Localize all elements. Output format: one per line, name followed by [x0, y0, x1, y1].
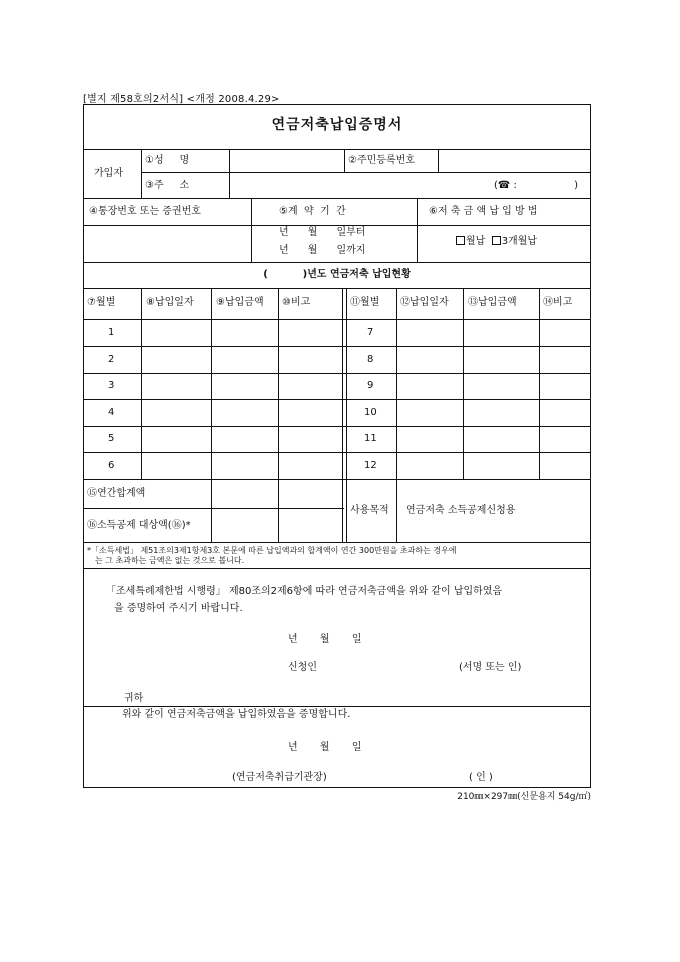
request-line-1: 「조세특례제한법 시행령」 제80조의2제6항에 따라 연금저축금액을 위와 같이 납입하였음	[106, 586, 503, 597]
period-from: 년 월 일부터	[279, 227, 366, 238]
month-3: 3	[108, 380, 115, 391]
monthly-label: 월납	[466, 236, 486, 247]
month-6: 6	[108, 460, 115, 471]
quarterly-label: 3개월납	[501, 236, 538, 247]
applicant-label: 신청인	[288, 662, 317, 673]
issuer-seal[interactable]: ( 인 )	[469, 772, 493, 783]
name-label: ①성 명	[145, 155, 190, 166]
paper-spec: 210㎜×297㎜(신문용지 54g/㎡)	[457, 792, 591, 802]
month-5: 5	[108, 433, 115, 444]
name-value[interactable]	[234, 155, 339, 167]
month-header-left: ⑦월별	[87, 297, 116, 308]
month-header-right: ⑪월별	[350, 297, 380, 308]
form-title: 연금저축납입증명서	[271, 117, 403, 133]
checkbox-quarterly[interactable]	[492, 236, 501, 245]
footnote-line-2: 는 그 초과하는 금액은 없는 것으로 봅니다.	[95, 556, 245, 565]
purpose-value: 연금저축 소득공제신청용	[406, 505, 516, 516]
issuer-label: (연금저축취급기관장)	[232, 772, 327, 783]
request-line-2: 을 증명하여 주시기 바랍니다.	[114, 603, 243, 614]
address-label: ③주 소	[145, 180, 190, 191]
deduction-target-label: ⑯소득공제 대상액(⑯)*	[87, 520, 191, 531]
form-id: [별지 제58호의2서식] <개정 2008.4.29>	[83, 94, 280, 105]
month-9: 9	[367, 380, 374, 391]
month-7: 7	[367, 327, 374, 338]
month-8: 8	[367, 354, 374, 365]
method-header: ⑥저 축 금 액 납 입 방 법	[429, 206, 538, 217]
certificate-form	[83, 104, 591, 788]
checkbox-monthly[interactable]	[456, 236, 465, 245]
date-header-right: ⑫납입일자	[400, 297, 449, 308]
request-date: 년 월 일	[288, 634, 362, 645]
account-header: ④통장번호 또는 증권번호	[89, 206, 201, 217]
subscriber-label: 가입자	[94, 168, 123, 179]
status-title: ( )년도 연금저축 납입현황	[263, 269, 411, 280]
rrn-label: ②주민등록번호	[348, 155, 415, 166]
period-header: ⑤계 약 기 간	[279, 206, 346, 217]
month-4: 4	[108, 407, 115, 418]
certification-text: 위와 같이 연금저축금액을 납입하였음을 증명합니다.	[122, 709, 351, 720]
amount-header-right: ⑬납입금액	[468, 297, 517, 308]
month-10: 10	[364, 407, 377, 418]
annual-total-label: ⑮연간합계액	[87, 488, 146, 499]
address-phone[interactable]: (☎ : )	[494, 180, 579, 191]
period-to: 년 월 일까지	[279, 245, 366, 256]
note-header-left: ⑩비고	[282, 297, 311, 308]
purpose-label: 사용목적	[350, 505, 389, 516]
payment-options	[456, 236, 537, 248]
addressee-label: 귀하	[124, 693, 144, 704]
note-header-right: ⑭비고	[543, 297, 573, 308]
footnote-line-1: *「소득세법」 제51조의3제1항제3호 본문에 따른 납입액과의 합계액이 연간 300만원을 초과하는 경우에	[87, 546, 457, 555]
certification-date: 년 월 일	[288, 742, 362, 753]
month-2: 2	[108, 354, 115, 365]
amount-header-left: ⑨납입금액	[216, 297, 264, 308]
month-1: 1	[108, 327, 115, 338]
date-header-left: ⑧납입일자	[146, 297, 194, 308]
month-12: 12	[364, 460, 377, 471]
rrn-value[interactable]	[444, 155, 584, 167]
month-11: 11	[364, 433, 377, 444]
applicant-sign[interactable]: (서명 또는 인)	[459, 662, 522, 673]
